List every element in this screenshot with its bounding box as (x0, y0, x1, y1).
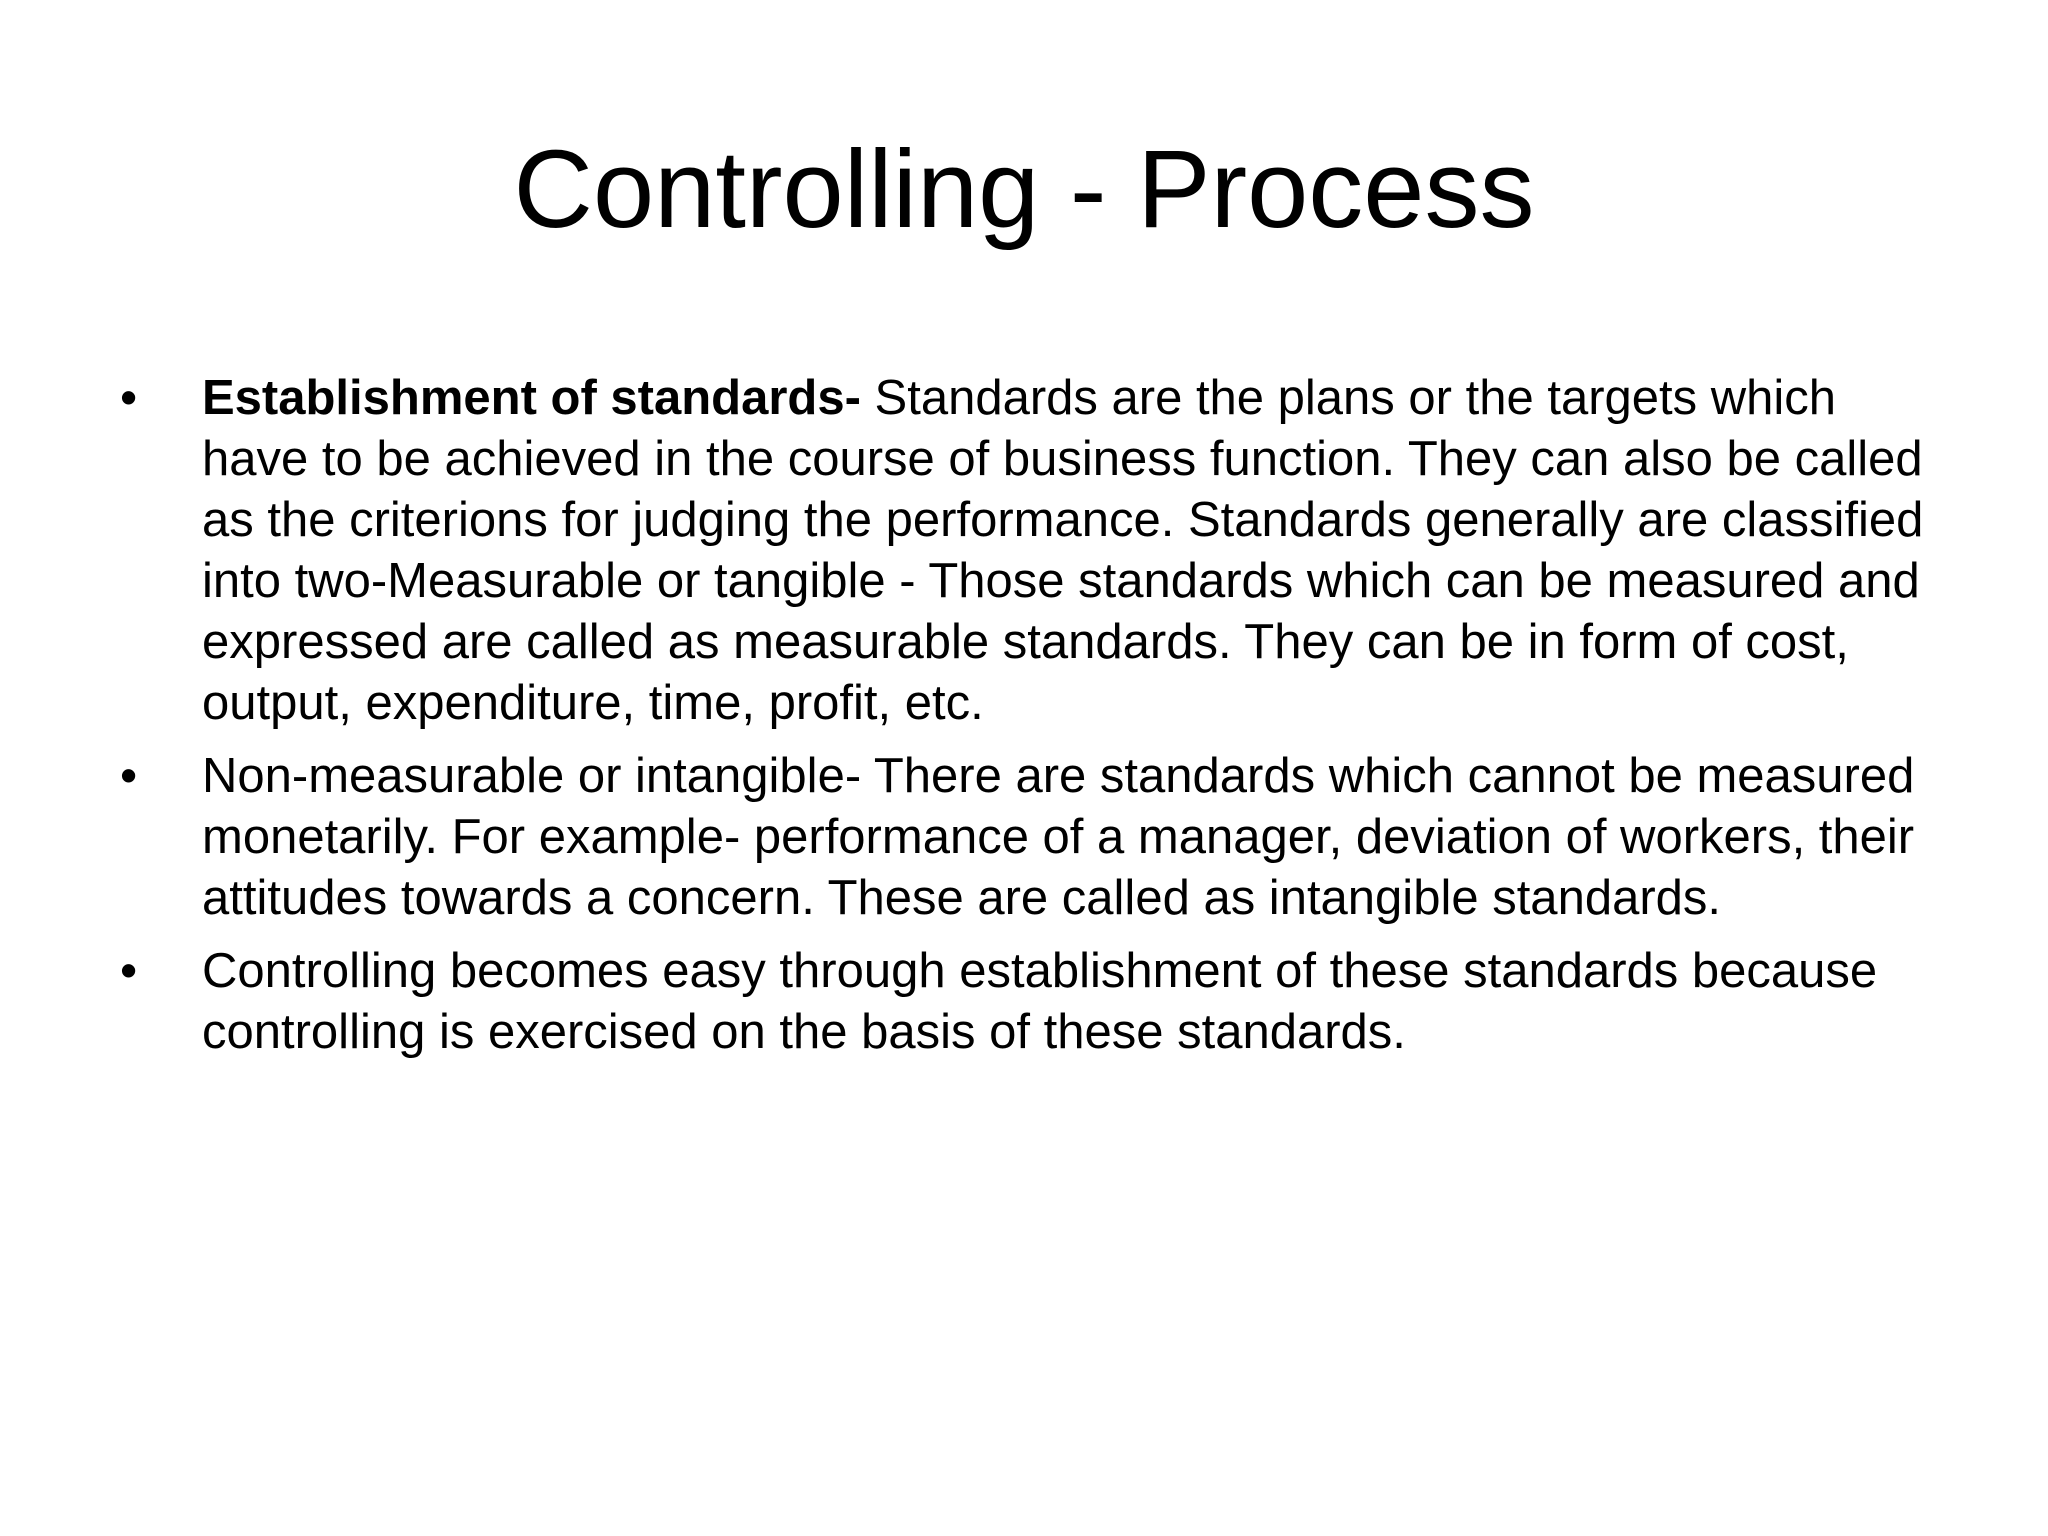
bullet-item-establishment (120, 368, 1950, 734)
bullet-body-text: Controlling becomes easy through establishment of these standards because controlling is exercised on the basis of these standards. (202, 944, 1878, 1059)
bullet-list (120, 368, 1950, 1075)
bullet-marker: • (120, 944, 138, 998)
slide-title: Controlling - Process (513, 128, 1535, 251)
bullet-item-non-measurable (120, 746, 1950, 929)
bullet-item-controlling (120, 941, 1950, 1063)
bullet-lead-text: Establishment of standards- (202, 371, 861, 425)
bullet-body-text: Non-measurable or intangible- There are standards which cannot be measured monetarily. For example- performance of a manager, deviation of workers, their attitudes towards a concern. These are called as intangible standards. (202, 749, 1915, 925)
bullet-body-text: Standards are the plans or the targets which have to be achieved in the course of business function. They can also be called as the criterions for judging the performance. Standards generally are classified into two-Measurable or tangible - Those standards which can be measured and expressed are called as measurable standards. They can be in form of cost, output, expenditure, time, profit, etc. (202, 371, 1924, 730)
bullet-marker: • (120, 371, 138, 425)
bullet-marker: • (120, 749, 138, 803)
